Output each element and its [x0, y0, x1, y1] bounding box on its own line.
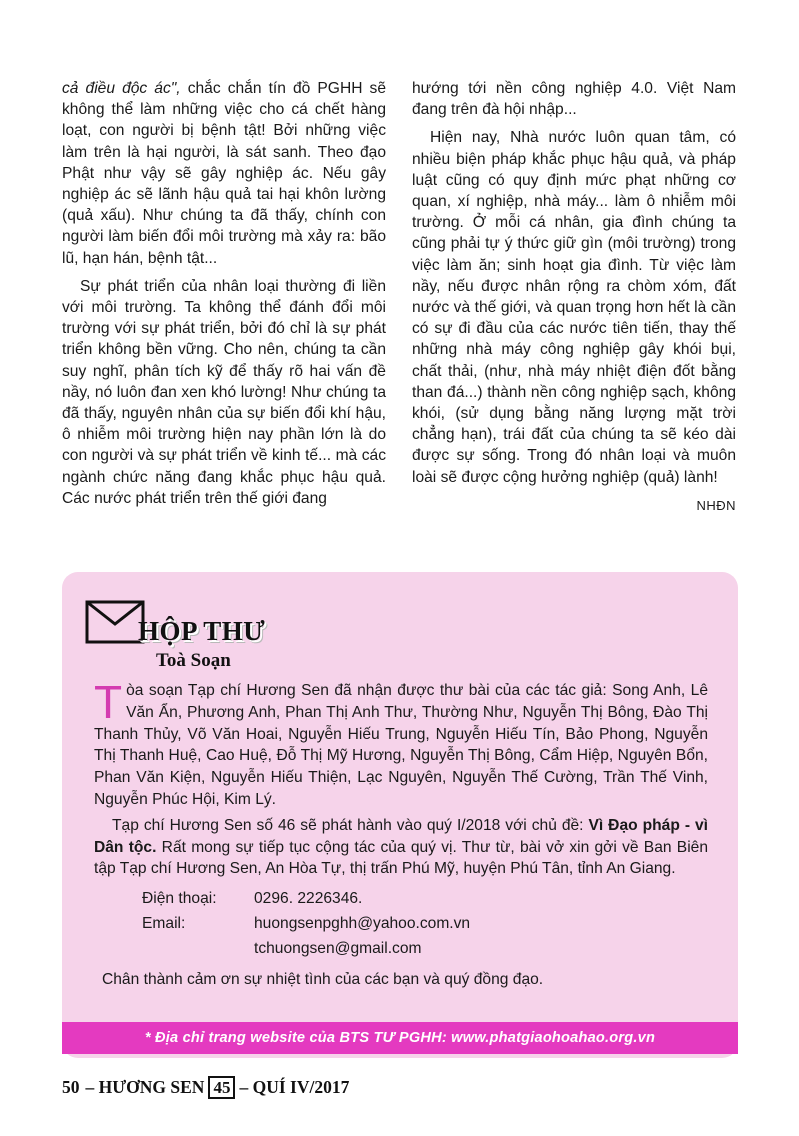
- phone-row: [94, 886, 708, 911]
- received-authors-paragraph: [94, 676, 708, 811]
- drop-cap: T: [94, 676, 123, 728]
- left-paragraph-1-text: chắc chắn tín đồ PGHH sẽ không thể làm những việc cho cá chết hàng loạt, con người bị bệnh tật! Bởi những việc làm trên là hại người, là sát sanh. Theo đạo Phật như vậy sẽ gây nghiệp ác. Nếu gây nghiệp ác sẽ lãnh hậu quả tai hại khôn lường (quả xấu). Như chúng ta đã thấy, chính con người làm biến đổi môi trường mà xảy ra: bão lũ, hạn hán, bệnh tật...: [62, 80, 386, 267]
- left-paragraph-1: [62, 78, 386, 269]
- email-label-spacer: [94, 936, 254, 961]
- mailbox-header: [84, 592, 384, 682]
- page-footer: [62, 1076, 349, 1099]
- next-issue-text-b: Rất mong sự tiếp tục cộng tác của quý vị. Thư từ, bài vở xin gởi về Ban Biên tập Tạp chí Hương Sen, An Hòa Tự, thị trấn Phú Mỹ, huyện Phú Tân, tỉnh An Giang.: [94, 838, 709, 878]
- received-authors-text: òa soạn Tạp chí Hương Sen đã nhận được thư bài của các tác giả: Song Anh, Lê Văn Ẩn, Phương Anh, Phan Thị Anh Thư, Thường Như, Nguyễn Thị Bông, Đào Thị Thanh Thủy, Võ Văn Hoai, Nguyễn Hiếu Trung, Nguyễn Hiếu Tín, Bảo Phong, Nguyễn Thị Thanh Huệ, Cao Huệ, Đỗ Thị Mỹ Hương, Nguyễn Thị Bông, Cẩm Hiệp, Nguyên Bổn, Phan Văn Kiện, Nguyễn Hiếu Thiện, Lạc Nguyên, Nguyễn Thế Cường, Trần Thế Vinh, Nguyễn Phúc Hội, Kim Lý.: [94, 682, 708, 808]
- magazine-name: – HƯƠNG SEN: [85, 1077, 205, 1097]
- phone-number: 0296. 2226346.: [254, 890, 363, 908]
- mailbox-title: HỘP THƯ: [138, 616, 266, 646]
- contact-info: [94, 886, 708, 992]
- next-issue-text-a: Tạp chí Hương Sen số 46 sẽ phát hành vào quý I/2018 với chủ đề:: [112, 816, 589, 834]
- email-row: [94, 911, 708, 936]
- email-address-2: tchuongsen@gmail.com: [254, 940, 422, 958]
- mailbox-section: [62, 572, 738, 1058]
- left-column: [62, 78, 386, 516]
- left-paragraph-2: Sự phát triển của nhân loại thường đi liền với môi trường. Ta không thể đánh đổi môi trường với sự phát triển, bởi đó chỉ là sự phát triển không bền vững. Cho nên, chúng ta cần suy nghĩ, phân tích kỹ để thấy rõ hai vấn đề nầy, nó luôn đan xen khó lường! Như chúng ta đã thấy, nguyên nhân của sự biến đổi khí hậu, ô nhiễm môi trường hiện nay phần lớn là do con người và sự phát triển về kinh tế... mà các ngành chức năng đang khắc phục hậu quả. Các nước phát triển trên thế giới đang: [62, 277, 386, 507]
- email-label: Email:: [142, 915, 186, 933]
- next-issue-paragraph: [94, 815, 708, 880]
- author-signature: NHĐN: [696, 497, 736, 513]
- right-paragraph-2: Hiện nay, Nhà nước luôn quan tâm, có nhiều biện pháp khắc phục hậu quả, và pháp luật cũng có quy định mức phạt những cơ quan, xí nghiệp, nhà máy... làm ô nhiễm môi trường. Ở mỗi cá nhân, gia đình chúng ta cũng phải tự ý thức giữ gìn (môi trường) trong việc làm ăn; sinh hoạt gia đình. Từ việc làm nầy, nếu được nhân rộng ra chòm xóm, đất nước và thế giới, và quan trọng hơn hết là cần có sự đi đầu của các nước tiên tiến, thay thế những nhà máy công nghiệp gây khói bụi, chất thải, (như, nhà máy nhiệt điện đốt bằng than đá...) thành nền công nghiệp sạch, không khói, (sử dụng bằng năng lượng mặt trời chẳng hạn), trái đất của chúng ta sẽ kéo dài được sự sống. Trong đó nhân loại và muôn loài sẽ được cộng hưởng nghiệp (quả) lành!: [412, 129, 736, 486]
- right-paragraph-1: hướng tới nền công nghiệp 4.0. Việt Nam đang trên đà hội nhập...: [412, 80, 736, 119]
- email-address-1: huongsenpghh@yahoo.com.vn: [254, 915, 471, 933]
- email-row-2: [94, 936, 708, 961]
- issue-theme: Vì Đạo pháp - vì Dân tộc.: [94, 816, 708, 856]
- website-bar: * Địa chỉ trang website của BTS TƯ PGHH: www.phatgiaohoahao.org.vn: [62, 1022, 738, 1054]
- issue-period: – QUÍ IV/2017: [239, 1077, 350, 1097]
- mailbox-subtitle: Toà Soạn: [156, 650, 231, 671]
- quote-fragment: cả điều độc ác",: [62, 80, 181, 97]
- issue-number: 45: [208, 1076, 235, 1099]
- page-number: 50: [62, 1077, 80, 1097]
- article-columns: [62, 78, 738, 558]
- mailbox-body: [94, 676, 709, 992]
- phone-label: Điện thoại:: [142, 890, 217, 908]
- thanks-note: Chân thành cảm ơn sự nhiệt tình của các bạn và quý đồng đạo.: [102, 971, 544, 989]
- right-column: [412, 78, 736, 523]
